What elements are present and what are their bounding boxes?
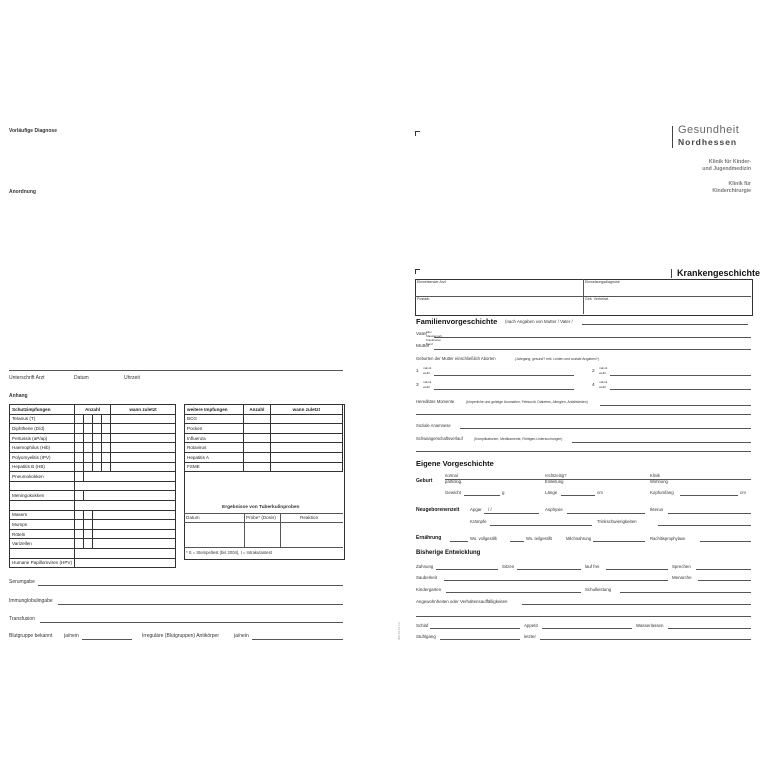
anzahl-cell[interactable] [102,414,111,424]
anzahl-cell[interactable] [102,481,111,491]
anzahl-cell[interactable] [84,510,93,520]
signature-line[interactable] [9,370,343,371]
table-row [10,510,176,520]
anzahl-cell[interactable] [102,472,111,482]
stuhlgang-label: Stuhlgang [416,634,436,639]
anzahl-cell[interactable] [84,558,93,568]
wann-zuletzt-cell[interactable] [111,414,176,424]
table-row [10,520,176,530]
vaccine-name: Pocken [185,424,244,434]
birth-4-maennl: männl. [599,380,609,384]
vollgestillt-line[interactable] [450,541,468,542]
anzahl-cell[interactable] [75,520,84,530]
kindergarten-label: Kindergarten [416,587,442,592]
birth-1-number: 1 [416,369,419,374]
birth-3-line[interactable] [434,389,574,390]
tuberkulin-col [244,513,245,547]
table-row [10,472,176,482]
anzahl-cell[interactable] [93,452,102,462]
logo-line1: Gesundheit [678,124,740,136]
anzahl-cell[interactable] [84,539,93,549]
anzahl-cell[interactable] [84,433,93,443]
anzahl-cell[interactable] [102,424,111,434]
anzahl-cell[interactable] [84,462,93,472]
gewicht-line[interactable] [464,495,500,496]
schlaf-label: Schlaf [416,623,429,628]
uhrzeit-label: Uhrzeit [124,375,140,381]
mutter-line[interactable] [434,349,751,350]
title-bar [671,269,672,278]
tuberkulin-footnote: * S = Stempeltest (bis 2004), I = Intrakutantest [186,550,272,555]
wann-zuletzt-cell[interactable] [111,462,176,472]
teilgestillt-line[interactable] [510,541,524,542]
angewohnheiten-line-1[interactable] [522,604,751,605]
angewohnheiten-line-2[interactable] [416,616,751,617]
box-divider [415,296,751,297]
anzahl-cell[interactable] [84,491,93,501]
anzahl-cell[interactable] [102,520,111,530]
birth-4-line[interactable] [610,389,751,390]
vaccine-name: Humane Papillomviren (HPV) [10,558,75,568]
trinkschwierigkeiten-label: Trinkschwierigkeiten [597,519,637,524]
zahnung-label: Zahnung [416,564,434,569]
tuberkulin-col [280,513,281,547]
einweisung-box [415,279,753,316]
letzter-line[interactable] [540,639,751,640]
geb-verheir-field[interactable]: Geb. Verheirat. [585,297,610,301]
birth-3-number: 3 [416,383,419,388]
anzahl-cell[interactable] [93,520,102,530]
kopfumfang-label: Kopfumfang [650,490,674,495]
geburten-note: (Jahrgang, gesund? evtl. Leiden und soziale Angaben?) [515,357,599,361]
vaccine-name: Haemophilus (Hib) [10,443,75,453]
tuberkulin-probe: Probe* (Dosis) [246,515,276,520]
ikterus-line[interactable] [668,513,751,514]
kraempfe-label: Krämpfe [470,519,487,524]
wann-zuletzt-cell[interactable] [111,539,176,549]
anzahl-cell[interactable] [102,491,111,501]
anzahl-cell[interactable] [93,481,102,491]
vaccine-name [10,548,75,558]
geburten-label: Geburten der Mutter einschließlich Aborten [416,356,496,361]
wasserlassen-label: Wasserlassen [636,623,664,628]
anzahl-cell[interactable] [84,529,93,539]
table-row [10,414,176,424]
wann-zuletzt-cell[interactable] [111,500,176,510]
table-row [10,500,176,510]
anzahl-cell[interactable] [75,529,84,539]
neugeborenen-label: Neugeborenenzeit [416,507,460,513]
familien-note-line[interactable] [582,324,748,325]
kraempfe-line[interactable] [490,525,592,526]
anzahl-cell[interactable] [102,500,111,510]
sauberkeit-line[interactable] [444,580,668,581]
entwicklung-heading: Bisherige Entwicklung [416,550,481,556]
col-wann-zuletzt-2: wann zuletzt [270,405,342,415]
anzahl-cell[interactable] [84,452,93,462]
ja-nein-2[interactable]: ja/nein [234,633,249,639]
anzahl-cell[interactable] [75,500,84,510]
schutzimpfungen-table [9,404,176,568]
table-row [10,452,176,462]
gewicht-unit: g [502,490,505,495]
menarche-line[interactable] [698,580,751,581]
vaccine-name: Röteln [10,529,75,539]
immunglobulingabe-label: Immunglobulingabe [9,598,53,604]
vaccine-name [10,500,75,510]
wann-zuletzt-cell[interactable] [111,558,176,568]
anzahl-cell[interactable] [93,433,102,443]
rachitis-line[interactable] [700,541,751,542]
wann-zuletzt-cell[interactable] [111,424,176,434]
milchnahrung-line[interactable] [593,541,645,542]
einweisungsdiagnose-field[interactable]: Einweisungsdiagnose [585,280,620,284]
birth-2-line[interactable] [610,375,751,376]
wann-zuletzt-cell[interactable] [111,472,176,482]
schwanger-line-2[interactable] [416,451,751,452]
tuberkulin-datum: Datum [186,515,200,520]
col-anzahl: Anzahl [75,405,111,415]
vollgestillt-label: Wo. vollgestillt [470,536,497,541]
soziale-label: Soziale Anamnese [416,423,451,428]
datum-label: Datum [74,375,89,381]
anzahl-cell[interactable] [93,539,102,549]
table-row [10,462,176,472]
vaccine-name: Pneumokokken [10,472,75,482]
anzahl-cell[interactable] [102,452,111,462]
tuberkulin-bottom [184,547,343,548]
table-row [10,424,176,434]
anzahl-cell[interactable] [93,529,102,539]
wann-zuletzt-cell[interactable] [111,433,176,443]
apgar-label: Apgar [470,507,482,512]
wann-zuletzt-cell[interactable] [111,443,176,453]
kindergarten-line[interactable] [446,592,581,593]
anzahl-cell[interactable] [75,433,84,443]
anzahl-cell[interactable] [102,539,111,549]
appetit-line[interactable] [542,628,632,629]
anzahl-cell[interactable] [75,510,84,520]
apgar-line[interactable] [484,513,539,514]
hereditaere-line-2[interactable] [416,414,751,415]
anzahl-cell[interactable] [84,443,93,453]
anzahl-cell[interactable] [75,414,84,424]
vaccine-name: Pertussis (aP/ap) [10,433,75,443]
logo-line2: Nordhessen [678,137,738,147]
vater-label: Vater [416,332,428,337]
staatsangeh-label: Staatsangeh. [426,334,443,338]
angewohnheiten-label: Angewohnheiten oder Verhaltensauffälligkeiten [416,599,508,604]
blutgruppe-line[interactable] [82,639,132,640]
tuberkulin-line [184,513,343,514]
wohnung-option[interactable]: Wohnung [650,479,668,484]
birth-4-weibl: weibl. [599,385,607,389]
anordnung-label: Anordnung [9,189,36,195]
hereditaere-note: (körperliche und geistige Anomalien, Fettsucht, Diabetes, Allergien, Anfallsleiden) [466,400,588,404]
asphyxie-line[interactable] [567,513,645,514]
schwanger-label: Schwangerschaftsverlauf [416,436,463,441]
birth-1-line[interactable] [434,375,574,376]
table-row [10,481,176,491]
weitere-impfungen-frame [184,404,345,560]
vaccine-name: Masern [10,510,75,520]
ernaehrung-label: Ernährung [416,535,442,541]
vaccine-name: Diphtherie (D/d) [10,424,75,434]
vaccine-name: Polyomyelitis (IPV) [10,452,75,462]
tuberkulin-row [184,522,343,523]
teilgestillt-label: Wo. teilgestillt [526,536,552,541]
zahnung-line[interactable] [436,569,498,570]
anzahl-cell[interactable] [75,472,84,482]
wann-zuletzt-cell[interactable] [111,510,176,520]
anzahl-cell[interactable] [102,558,111,568]
milchnahrung-label: Milchnahrung [566,536,592,541]
vaccine-name: BCG [185,414,244,424]
geburt-label: Geburt [416,478,433,484]
anzahl-cell[interactable] [93,443,102,453]
eigene-vorgeschichte-heading: Eigene Vorgeschichte [416,459,494,468]
schwanger-line-1[interactable] [572,442,751,443]
vaccine-name: Hepatitis B (HB) [10,462,75,472]
einweisender-arzt-field[interactable]: Einweisender Arzt [417,280,446,284]
birth-1-weibl: weibl. [423,371,431,375]
krankheiten-label: Krankheiten [426,338,441,342]
serumgabe-line[interactable] [38,585,343,586]
familien-note: (nach Angaben von Mutter / Vater / [505,319,573,324]
mutter-label: Mutter [416,344,430,349]
laenge-label: Länge [545,490,558,495]
table-row [10,433,176,443]
table-row [10,491,176,501]
anzahl-cell[interactable] [84,500,93,510]
stuhlgang-line[interactable] [440,639,520,640]
anhang-label: Anhang [9,393,28,399]
corner-mark [415,269,420,274]
anzahl-cell[interactable] [84,520,93,530]
anzahl-cell[interactable] [102,529,111,539]
anzahl-cell[interactable] [93,510,102,520]
table-row [10,443,176,453]
schlaf-line[interactable] [430,628,520,629]
postadr-field[interactable]: Postadr. [417,297,431,301]
vaccine-name: Mumps [10,520,75,530]
laenge-line[interactable] [561,495,595,496]
anzahl-cell[interactable] [75,539,84,549]
anzahl-cell[interactable] [102,433,111,443]
logo-bar [672,126,673,148]
schulleistung-line[interactable] [620,592,751,593]
blutgruppe-label: Blutgruppe bekannt [9,633,53,639]
anzahl-cell[interactable] [84,548,93,558]
normal-option[interactable]: normal [445,473,458,478]
birth-2-weibl: weibl. [599,371,607,375]
wann-zuletzt-cell[interactable] [111,529,176,539]
wann-zuletzt-cell[interactable] [111,520,176,530]
vaccine-name: Varizellen [10,539,75,549]
sprechen-label: Sprechen [672,564,691,569]
form-code: 600.01.10.13 [397,622,401,640]
sauberkeit-label: Sauberkeit [416,575,437,580]
wann-zuletzt-cell[interactable] [111,491,176,501]
table-row [10,529,176,539]
birth-1-maennl: männl. [423,366,433,370]
anzahl-cell[interactable] [93,548,102,558]
trinkschwierigkeiten-line[interactable] [658,525,751,526]
wasserlassen-line[interactable] [668,628,751,629]
anzahl-cell[interactable] [75,558,84,568]
tuberkulin-title: Ergebnisse von Tuberkulinproben [222,505,300,510]
sprechen-line[interactable] [696,569,751,570]
tuberkulin-reaktion: Reaktion [300,515,319,520]
soziale-line[interactable] [460,428,751,429]
vaccine-name: FSME [185,462,244,472]
anzahl-cell[interactable] [93,462,102,472]
asphyxie-label: Asphyxie [545,507,563,512]
geburt-line[interactable] [445,479,751,480]
lauf-frei-label: lauf frei [585,564,600,569]
alter-label: Alter [426,330,432,334]
hereditaere-label: Hereditäre Momente [416,399,455,404]
vaccine-name [10,481,75,491]
anzahl-cell[interactable] [75,462,84,472]
sitzen-line[interactable] [517,569,581,570]
sitzen-label: Sitzen [502,564,515,569]
klinik-option[interactable]: Klinik [650,473,661,478]
einleitung-option[interactable]: Einleitung [545,479,564,484]
antikoerper-line[interactable] [252,639,343,640]
table-row [10,558,176,568]
rachitis-label: Rachitisprophylaxe [650,536,686,541]
col-weitere-impfungen: weitere Impfungen [185,405,244,415]
table-row [10,548,176,558]
klinik1-line2: und Jugendmedizin [702,166,751,172]
kopfumfang-unit: cm [740,490,746,495]
serumgabe-label: Serumgabe [9,579,35,585]
pathologisch-option[interactable]: patholog. [445,479,463,484]
anzahl-cell[interactable] [84,414,93,424]
col-anzahl-2: Anzahl [244,405,271,415]
anzahl-cell[interactable] [102,462,111,472]
vaccine-name: Influenza [185,433,244,443]
birth-2-number: 2 [592,369,595,374]
vaccine-name: Tetanus (T) [10,414,75,424]
anzahl-cell[interactable] [93,424,102,434]
table-row [10,539,176,549]
wann-zuletzt-cell[interactable] [111,481,176,491]
immunglobulingabe-line[interactable] [58,604,343,605]
anzahl-cell[interactable] [102,510,111,520]
laenge-unit: cm [597,490,603,495]
gewicht-label: Gewicht [445,490,461,495]
vaccine-name: Meningokokken [10,491,75,501]
lauf-frei-line[interactable] [606,569,668,570]
menarche-label: Menarche [672,575,692,580]
schulleistung-label: Schulleistung [585,587,612,592]
anzahl-cell[interactable] [93,414,102,424]
anzahl-cell[interactable] [93,558,102,568]
transfusion-label: Transfusion [9,616,35,622]
ja-nein-1[interactable]: ja/nein [64,633,79,639]
anzahl-cell[interactable] [84,481,93,491]
anzahl-cell[interactable] [102,548,111,558]
klinik1-line1: Klinik für Kinder- [708,159,751,165]
corner-mark [415,131,420,136]
unterschrift-arzt-label: Unterschrift Arzt [9,375,45,381]
rechtzeitig-option[interactable]: rechtzeitig? [545,473,567,478]
transfusion-line[interactable] [40,622,343,623]
col-wann-zuletzt: wann zuletzt [111,405,176,415]
appetit-label: Appetit [524,623,538,628]
vater-line[interactable] [434,337,751,338]
anzahl-cell[interactable] [84,424,93,434]
schwanger-note: (Komplikationen, Medikamente, Röntgen-Untersuchungen) [474,437,563,441]
anzahl-cell[interactable] [75,424,84,434]
anzahl-cell[interactable] [75,443,84,453]
anzahl-cell[interactable] [75,491,84,501]
ikterus-label: Ikterus [650,507,664,512]
anzahl-cell[interactable] [75,452,84,462]
birth-4-number: 4 [592,383,595,388]
anzahl-cell[interactable] [93,472,102,482]
anzahl-cell[interactable] [75,481,84,491]
vaccine-name: Hepatitis A [185,452,244,462]
beruf-label: Beruf [426,342,433,346]
vaccine-name: Rotavirus [185,443,244,453]
anzahl-cell[interactable] [84,472,93,482]
wann-zuletzt-cell[interactable] [111,548,176,558]
col-schutzimpfungen: Schutzimpfungen [10,405,75,415]
anzahl-cell[interactable] [102,443,111,453]
klinik2-line1: Klinik für [728,181,751,187]
letzter-label: letzter [524,634,536,639]
klinik2-line2: Kinderchirurgie [712,188,751,194]
vorlaeufige-diagnose-label: Vorläufige Diagnose [9,128,57,134]
wann-zuletzt-cell[interactable] [111,452,176,462]
krankengeschichte-title: Krankengeschichte [677,268,760,278]
kopfumfang-line[interactable] [680,495,738,496]
anzahl-cell[interactable] [75,548,84,558]
anzahl-cell[interactable] [93,491,102,501]
apgar-separator: / / [488,507,492,512]
hereditaere-line-1[interactable] [600,405,751,406]
birth-2-maennl: männl. [599,366,609,370]
birth-3-weibl: weibl. [423,385,431,389]
familienvorgeschichte-heading: Familienvorgeschichte [416,317,498,326]
irregulaere-label: Irreguläre (Blutgruppen) Antikörper [142,633,219,639]
birth-3-maennl: männl. [423,380,433,384]
anzahl-cell[interactable] [93,500,102,510]
